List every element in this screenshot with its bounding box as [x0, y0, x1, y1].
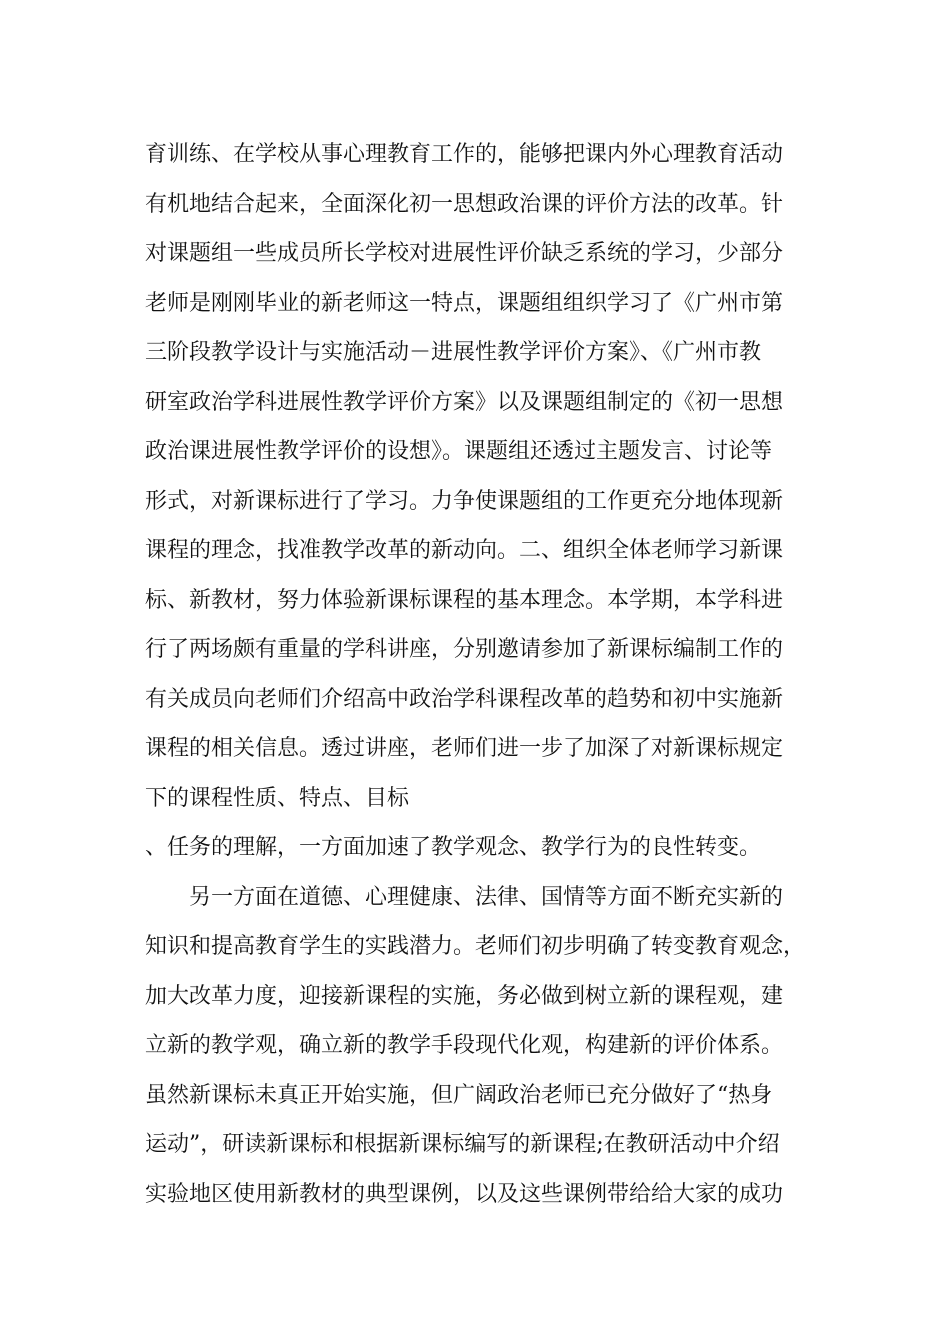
- body-text: [145, 130, 817, 1219]
- text-line-11: 行了两场颇有重量的学科讲座，分别邀请参加了新课标编制工作的: [145, 637, 784, 662]
- text-line-6: 研室政治学科进展性教学评价方案》以及课题组制定的《初一思想: [145, 389, 784, 415]
- text-line-3: 对课题组一些成员所长学校对进展性评价缺乏系统的学习，少部分: [145, 241, 784, 266]
- text-line-2: 有机地结合起来，全面深化初一思想政治课的评价方法的改革。针: [145, 191, 784, 217]
- text-line-19: 立新的教学观，确立新的教学手段现代化观，构建新的评价体系。: [145, 1033, 784, 1058]
- text-line-16: 另一方面在道德、心理健康、法律、国情等方面不断充实新的: [189, 884, 784, 910]
- text-line-1: 育训练、在学校从事心理教育工作的，能够把课内外心理教育活动: [145, 142, 784, 167]
- text-line-15: 、任务的理解，一方面加速了教学观念、教学行为的良性转变。: [145, 835, 762, 860]
- text-line-14: 下的课程性质、特点、目标: [145, 785, 410, 811]
- text-line-13: 课程的相关信息。透过讲座，老师们进一步了加深了对新课标规定: [145, 736, 784, 761]
- text-line-21: 运动”，研读新课标和根据新课标编写的新课程;在教研活动中介绍: [145, 1132, 780, 1157]
- text-line-4: 老师是刚刚毕业的新老师这一特点，课题组组织学习了《广州市第: [145, 290, 784, 316]
- text-line-18: 加大改革力度，迎接新课程的实施，务必做到树立新的课程观，建: [145, 983, 784, 1009]
- text-line-8: 形式，对新课标进行了学习。力争使课题组的工作更充分地体现新: [145, 488, 784, 514]
- text-line-5: 三阶段教学设计与实施活动－进展性教学评价方案》、《广州市教: [145, 340, 762, 365]
- text-line-20: 虽然新课标未真正开始实施，但广阔政治老师已充分做好了“热身: [145, 1082, 773, 1108]
- text-line-12: 有关成员向老师们介绍高中政治学科课程改革的趋势和初中实施新: [145, 686, 784, 712]
- text-line-10: 标、新教材，努力体验新课标课程的基本理念。本学期，本学科进: [145, 587, 784, 613]
- text-line-9: 课程的理念，找准教学改革的新动向。二、组织全体老师学习新课: [145, 538, 784, 563]
- text-line-22: 实验地区使用新教材的典型课例，以及这些课例带给给大家的成功: [145, 1181, 784, 1207]
- text-line-7: 政治课进展性教学评价的设想》。课题组还透过主题发言、讨论等: [145, 439, 773, 464]
- text-line-17: 知识和提高教育学生的实践潜力。老师们初步明确了转变教育观念，: [145, 934, 806, 959]
